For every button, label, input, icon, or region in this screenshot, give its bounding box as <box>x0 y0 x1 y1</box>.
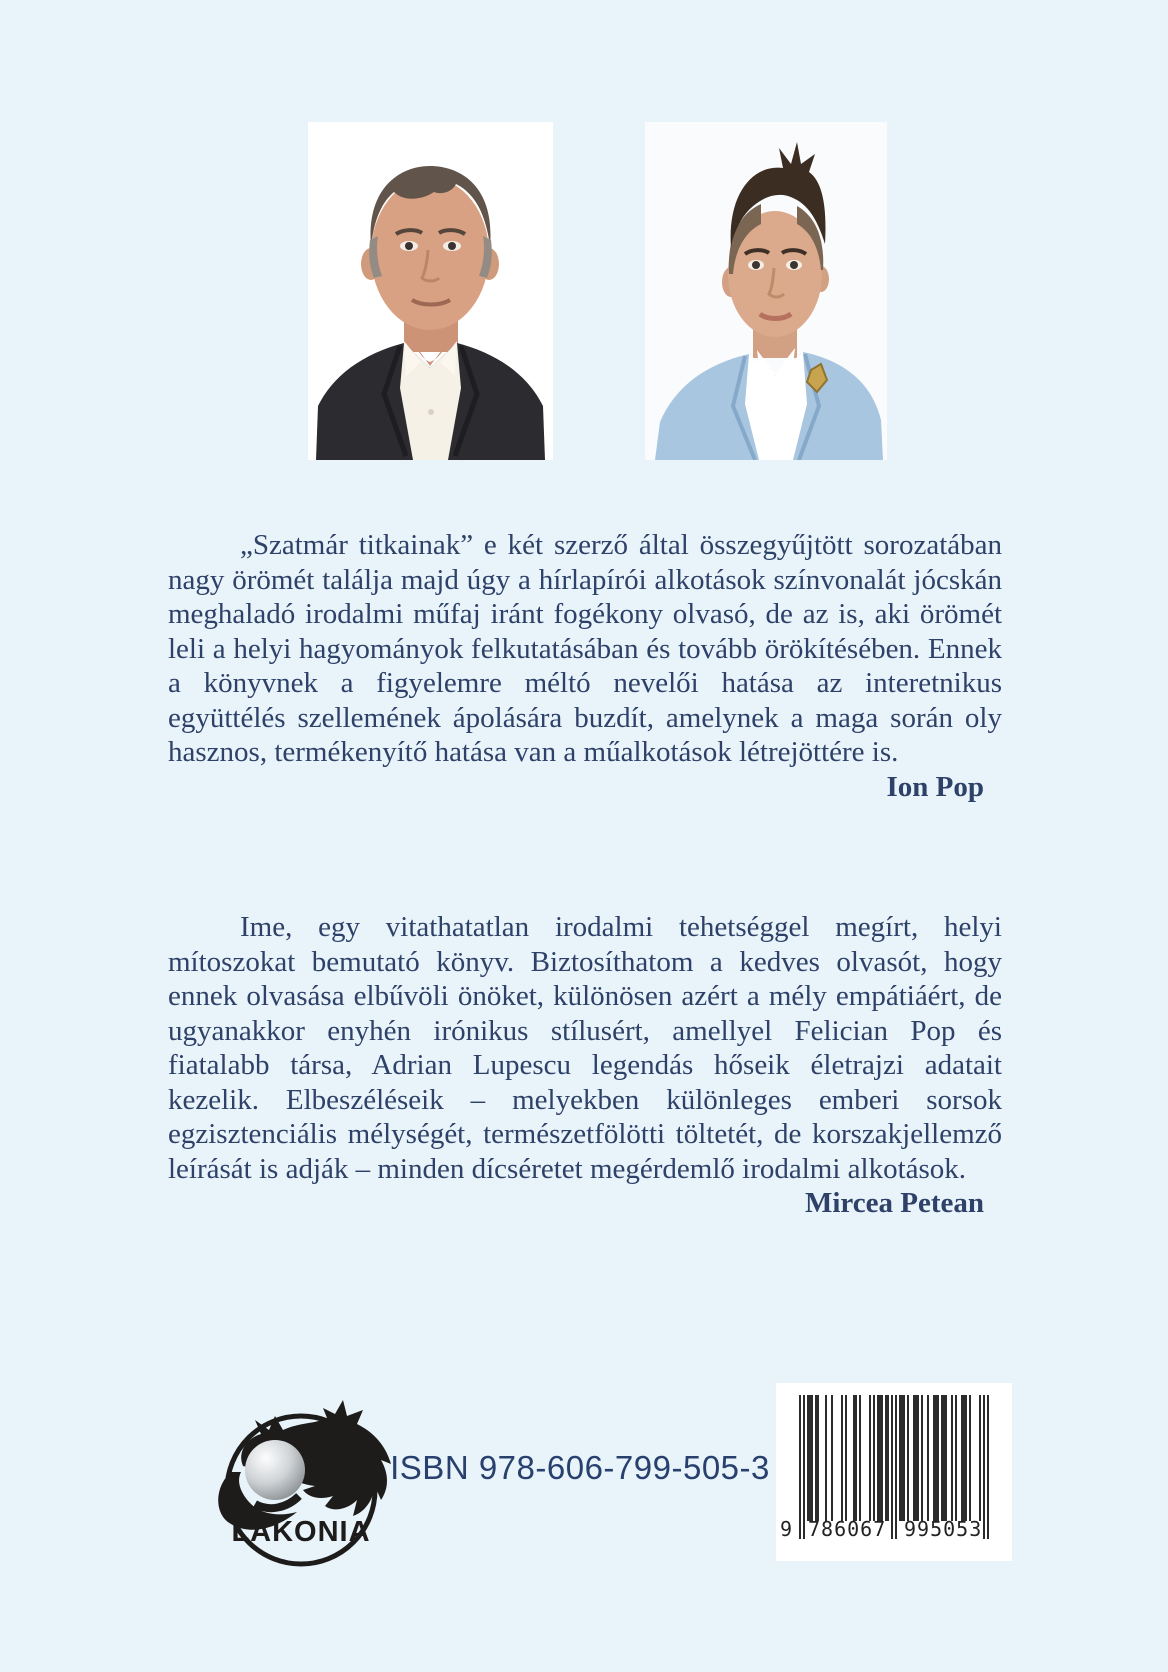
barcode-digits-left: 786067 <box>808 1517 887 1541</box>
isbn-text: ISBN 978-606-799-505-3 <box>390 1449 770 1486</box>
publisher-name: LAKONIA <box>231 1516 371 1548</box>
author-photo-left <box>308 122 553 460</box>
barcode-digits-right: 995053 <box>904 1517 983 1541</box>
quote-2-author: Mircea Petean <box>804 1187 984 1219</box>
young-man-portrait-icon <box>645 122 887 460</box>
barcode <box>776 1383 1012 1561</box>
review-quote-2 <box>168 910 1002 1221</box>
author-photo-right <box>645 122 887 460</box>
older-man-portrait-icon <box>308 122 553 460</box>
barcode-digit-lead: 9 <box>780 1517 794 1541</box>
quote-1-author: Ion Pop <box>886 770 984 803</box>
quote-1-text: „Szatmár titkainak” e két szerző által összegyűjtött sorozatában nagy örömét találja majd úgy a hírlapírói alkotások színvonalát jócskán meghaladó irodalmi műfaj iránt fogékony olvasó, de az is, aki örömét leli a helyi hagyományok felkutatásában és tovább örökítésében. Ennek a könyvnek a figyelemre méltó nevelői hatása az interetnikus együttélés szellemének ápolására buzdít, amelynek a maga során oly hasznos, termékenyítő hatása van a műalkotások létrejöttére is. <box>168 529 1002 768</box>
quote-2-text: Ime, egy vitathatatlan irodalmi tehetséggel megírt, helyi mítoszokat bemutató könyv. Biztosíthatom a kedves olvasót, hogy ennek olvasása elbűvöli önöket, különösen azért a mély empátiáért, de ugyanakkor enyhén irónikus stílusért, amellyel Felician Pop és fiatalabb társa, Adrian Lupescu legendás hőseik életrajzi adatait kezelik. Elbeszéléseik – melyekben különleges emberi sorsok egzisztenciális mélységét, természetfölötti töltetét, de korszakjellemző leírását is adják – minden dícséretet megérdemlő irodalmi alkotások. <box>168 911 1002 1185</box>
review-quote-1 <box>168 528 1002 804</box>
lakonia-dragon-logo-icon <box>203 1386 401 1574</box>
sphere-icon <box>245 1440 305 1500</box>
publisher-logo <box>203 1386 401 1574</box>
